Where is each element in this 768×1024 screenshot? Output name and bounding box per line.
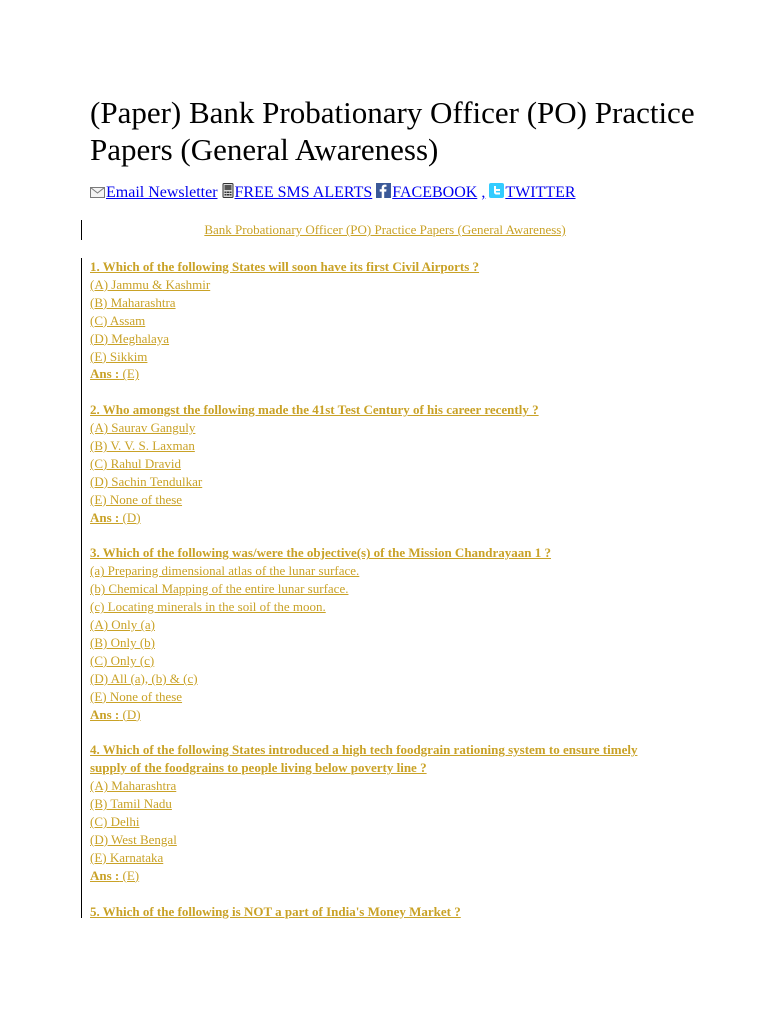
option[interactable]: (D) All (a), (b) & (c)	[90, 670, 198, 686]
question-block	[90, 401, 650, 526]
envelope-icon	[90, 184, 105, 204]
twitter-label: TWITTER	[505, 184, 576, 201]
answer-label: Ans :	[90, 706, 120, 722]
answer-value: (E)	[122, 867, 140, 883]
option[interactable]: (A) Saurav Ganguly	[90, 420, 196, 436]
option[interactable]: (A) Jammu & Kashmir	[90, 276, 211, 292]
option[interactable]: (B) Maharashtra	[90, 294, 176, 310]
twitter-icon	[489, 183, 504, 204]
answer-label: Ans :	[90, 366, 120, 382]
option[interactable]: (C) Delhi	[90, 814, 140, 830]
sms-alerts-label: FREE SMS ALERTS	[234, 184, 373, 201]
option[interactable]: (E) Sikkim	[90, 348, 148, 364]
sms-alerts-link[interactable]	[222, 184, 373, 201]
option[interactable]: (C) Rahul Dravid	[90, 455, 181, 471]
option[interactable]: (A) Maharashtra	[90, 778, 177, 794]
left-rule-top	[81, 220, 82, 240]
option[interactable]: (D) West Bengal	[90, 831, 177, 847]
answer-line[interactable]	[90, 365, 650, 383]
question-block	[90, 741, 650, 884]
email-newsletter-link[interactable]	[90, 184, 218, 201]
question-text[interactable]: 3. Which of the following was/were the objective(s) of the Mission Chandrayaan 1 ?	[90, 545, 552, 561]
answer-label: Ans :	[90, 509, 120, 525]
page-subtitle[interactable]: Bank Probationary Officer (PO) Practice Papers (General Awareness)	[204, 222, 566, 237]
option[interactable]: (B) Tamil Nadu	[90, 796, 172, 812]
option[interactable]: (C) Assam	[90, 312, 146, 328]
left-rule	[81, 258, 82, 918]
link-separator: ,	[481, 184, 486, 201]
option[interactable]: (A) Only (a)	[90, 617, 155, 633]
option[interactable]: (B) V. V. S. Laxman	[90, 438, 195, 454]
social-links	[90, 183, 576, 204]
option[interactable]: (a) Preparing dimensional atlas of the lunar surface.	[90, 563, 360, 579]
facebook-link[interactable]	[376, 184, 477, 201]
option[interactable]: (B) Only (b)	[90, 635, 155, 650]
facebook-icon	[376, 183, 391, 204]
answer-value: (E)	[122, 366, 140, 382]
facebook-label: FACEBOOK	[392, 184, 478, 201]
question-text[interactable]: 2. Who amongst the following made the 41st Test Century of his career recently ?	[90, 402, 539, 418]
option[interactable]: (E) None of these	[90, 688, 183, 704]
answer-value: (D)	[122, 509, 141, 525]
option[interactable]: (E) Karnataka	[90, 849, 164, 865]
option[interactable]: (D) Meghalaya	[90, 330, 170, 346]
option[interactable]: (b) Chemical Mapping of the entire lunar surface.	[90, 581, 349, 597]
answer-value: (D)	[122, 706, 141, 722]
option[interactable]: (D) Sachin Tendulkar	[90, 473, 203, 489]
option[interactable]: (c) Locating minerals in the soil of the moon.	[90, 599, 326, 615]
answer-line[interactable]	[90, 867, 650, 885]
option[interactable]: (C) Only (c)	[90, 652, 155, 668]
question-text[interactable]: 5. Which of the following is NOT a part of India's Money Market ?	[90, 903, 461, 919]
page-title: (Paper) Bank Probationary Officer (PO) Practice Papers (General Awareness)	[90, 95, 695, 167]
answer-label: Ans :	[90, 867, 120, 883]
question-text[interactable]: 1. Which of the following States will soon have its first Civil Airports ?	[90, 259, 480, 274]
question-block	[90, 903, 650, 921]
answer-line[interactable]	[90, 509, 650, 527]
question-list	[90, 258, 650, 938]
phone-icon	[222, 183, 234, 204]
option[interactable]: (E) None of these	[90, 491, 183, 507]
twitter-link[interactable]	[489, 184, 575, 201]
question-block	[90, 258, 650, 383]
question-text[interactable]: 4. Which of the following States introduced a high tech foodgrain rationing system to ensure timely supply of the foodgrains to people living below poverty line ?	[90, 742, 638, 776]
email-newsletter-label: Email Newsletter	[106, 184, 218, 201]
question-block	[90, 544, 650, 723]
answer-line[interactable]	[90, 706, 650, 724]
